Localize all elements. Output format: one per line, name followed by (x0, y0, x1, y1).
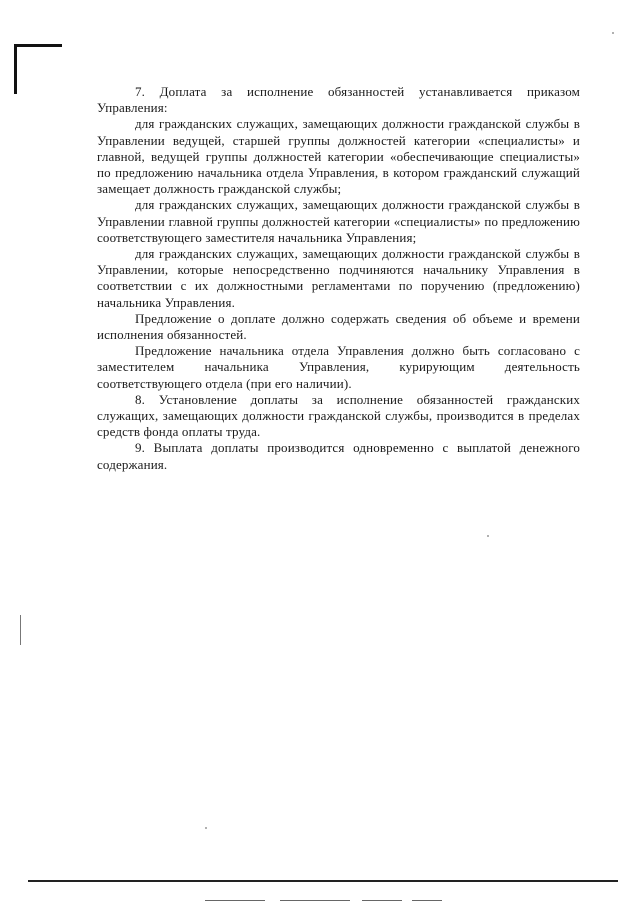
paragraph-7-item-1: для гражданских служащих, замещающих должности гражданской службы в Управлении ведущей, старшей группы должностей категории «специалисты» и главной, ведущей группы должностей категории «обеспечивающие специалисты» по предложению начальника отдела Управления, в котором гражданский служащий замещает должность гражданской службы; (97, 116, 580, 197)
scan-bottom-artifact (205, 900, 265, 901)
paragraph-8: 8. Установление доплаты за исполнение обязанностей гражданских служащих, замещающих должности гражданской службы, производится в пределах средств фонда оплаты труда. (97, 391, 580, 440)
scan-corner-mark-vertical (14, 44, 17, 94)
page-bottom-rule (28, 880, 618, 882)
scan-speck (487, 535, 489, 537)
paragraph-9: 9. Выплата доплаты производится одновременно с выплатой денежного содержания. (97, 440, 580, 472)
paragraph-proposal-approval: Предложение начальника отдела Управления должно быть согласовано с заместителем начальника Управления, курирующим деятельность соответствующего отдела (при его наличии). (97, 343, 580, 391)
scan-bottom-artifact (362, 900, 402, 901)
scan-bottom-artifact (280, 900, 350, 901)
scan-speck (205, 827, 207, 829)
paragraph-proposal-content: Предложение о доплате должно содержать сведения об объеме и времени исполнения обязанностей. (97, 310, 580, 343)
scan-bottom-artifact (412, 900, 442, 901)
scan-margin-artifact (20, 615, 21, 645)
document-body (97, 84, 580, 473)
paragraph-7-item-2: для гражданских служащих, замещающих должности гражданской службы в Управлении главной группы должностей категории «специалисты» по предложению соответствующего заместителя начальника Управления; (97, 197, 580, 245)
paragraph-7: 7. Доплата за исполнение обязанностей устанавливается приказом Управления: (97, 84, 580, 116)
scan-corner-mark-horizontal (14, 44, 62, 47)
paragraph-7-item-3: для гражданских служащих, замещающих должности гражданской службы в Управлении, которые непосредственно подчиняются начальнику Управления в соответствии с их должностными регламентами по поручению (предложению) начальника Управления. (97, 246, 580, 310)
scan-speck (612, 32, 614, 34)
